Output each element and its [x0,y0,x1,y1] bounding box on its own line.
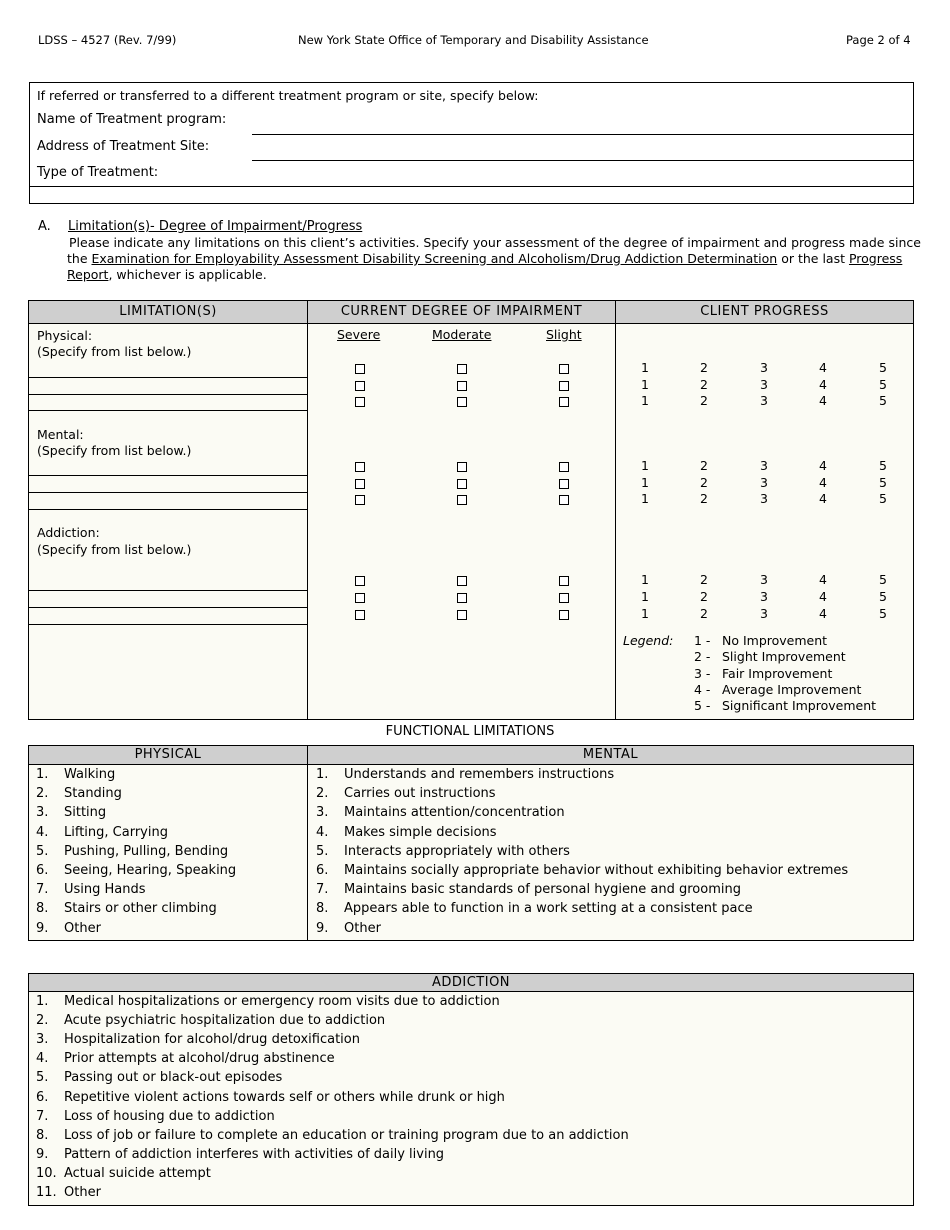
section-letter: A. [38,219,51,234]
impairment-checkbox[interactable] [457,462,467,472]
impairment-checkbox[interactable] [559,576,569,586]
progress-option[interactable]: 4 [819,572,827,587]
list-text: Stairs or other climbing [64,901,217,917]
progress-option[interactable]: 5 [879,377,887,392]
progress-option[interactable]: 5 [879,360,887,375]
list-number: 3. [36,805,49,821]
impairment-checkbox[interactable] [457,610,467,620]
impairment-checkbox[interactable] [457,381,467,391]
progress-option[interactable]: 3 [760,475,768,490]
progress-option[interactable]: 4 [819,589,827,604]
physical-specify: (Specify from list below.) [37,344,192,359]
legend-text: No Improvement [722,633,828,648]
table-divider-1 [307,323,308,720]
list-number: 7. [316,882,329,898]
impairment-checkbox[interactable] [559,610,569,620]
impairment-checkbox[interactable] [355,610,365,620]
progress-option[interactable]: 2 [700,360,708,375]
progress-option[interactable]: 2 [700,606,708,621]
addiction-specify: (Specify from list below.) [37,542,192,557]
referral-divider [29,186,252,187]
treatment-address-field[interactable] [252,160,913,161]
list-text: Acute psychiatric hospitalization due to addiction [64,1013,386,1029]
list-number: 8. [316,901,329,917]
list-text: Understands and remembers instructions [344,767,615,782]
treatment-name-field[interactable] [252,134,913,135]
progress-option[interactable]: 3 [760,458,768,473]
list-number: 6. [36,1089,49,1105]
functional-title: FUNCTIONAL LIMITATIONS [385,724,555,739]
list-text: Walking [64,767,116,782]
list-number: 3. [36,1032,49,1048]
progress-option[interactable]: 5 [879,475,887,490]
list-text: Using Hands [64,882,146,898]
section-text-2: the Examination for Employability Assessment Disability Screening and Alcoholism/Drug Addiction Determination or the last Progress [67,251,903,266]
list-text: Maintains socially appropriate behavior without exhibiting behavior extremes [344,863,849,878]
progress-option[interactable]: 2 [700,393,708,408]
list-number: 1. [36,994,49,1009]
list-number: 11. [36,1185,57,1200]
progress-option[interactable]: 1 [641,606,649,621]
list-text: Pushing, Pulling, Bending [64,843,229,859]
progress-option[interactable]: 4 [819,458,827,473]
list-text: Other [64,920,101,936]
list-number: 10. [36,1165,57,1181]
list-number: 5. [36,1070,49,1086]
progress-option[interactable]: 2 [700,589,708,604]
page-number: Page 2 of 4 [846,33,911,47]
list-text: Interacts appropriately with others [344,843,570,859]
legend-number: 3 - [694,665,711,681]
section-text-1: Please indicate any limitations on this client’s activities. Specify your assessment of the degree of impairment and progress made since [69,235,921,250]
progress-option[interactable]: 5 [879,589,887,604]
list-number: 1. [36,767,49,782]
progress-option[interactable]: 1 [641,393,649,408]
section-title: Limitation(s)- Degree of Impairment/Progress [68,219,363,234]
list-text: Other [64,1185,101,1200]
impairment-checkbox[interactable] [355,397,365,407]
legend-number: 4 - [694,681,711,697]
impairment-checkbox[interactable] [559,364,569,374]
mental-row-1[interactable] [28,475,307,476]
list-number: 9. [36,1146,49,1162]
legend-text: Average Improvement [722,681,862,697]
list-text: Other [344,920,381,936]
progress-option[interactable]: 2 [700,491,708,506]
list-text: Pattern of addiction interferes with activities of daily living [64,1146,445,1162]
list-number: 8. [36,901,49,917]
legend-number: 5 - [694,698,711,714]
impairment-checkbox[interactable] [559,593,569,603]
progress-option[interactable]: 1 [641,458,649,473]
treatment-type-field[interactable] [252,186,913,187]
progress-option[interactable]: 4 [819,606,827,621]
progress-option[interactable]: 2 [700,572,708,587]
list-number: 5. [36,843,49,859]
progress-option[interactable]: 3 [760,393,768,408]
mental-specify: (Specify from list below.) [37,443,192,458]
mental-row-3[interactable] [28,509,307,510]
progress-option[interactable]: 3 [760,589,768,604]
list-text: Appears able to function in a work setting at a consistent pace [344,901,753,917]
list-text: Lifting, Carrying [64,824,168,840]
list-number: 7. [36,1108,49,1124]
referral-intro: If referred or transferred to a different treatment program or site, specify below: [37,88,539,103]
list-number: 2. [316,786,329,802]
progress-option[interactable]: 3 [760,572,768,587]
progress-option[interactable]: 3 [760,377,768,392]
list-number: 6. [36,863,49,878]
physical-row-1[interactable] [28,377,307,378]
progress-option[interactable]: 4 [819,475,827,490]
legend-text: Fair Improvement [722,665,833,681]
impairment-checkbox[interactable] [355,479,365,489]
impairment-header: CURRENT DEGREE OF IMPAIRMENT [307,300,616,324]
list-text: Maintains attention/concentration [344,805,565,821]
progress-option[interactable]: 1 [641,475,649,490]
progress-option[interactable]: 1 [641,377,649,392]
legend-text: Slight Improvement [722,649,846,665]
list-number: 9. [36,920,49,936]
moderate-label: Moderate [432,327,492,342]
physical-row-3[interactable] [28,410,307,411]
impairment-checkbox[interactable] [457,479,467,489]
list-number: 2. [36,786,49,802]
addiction-row-3[interactable] [28,624,307,625]
progress-option[interactable]: 5 [879,606,887,621]
list-text: Medical hospitalizations or emergency room visits due to addiction [64,994,500,1009]
treatment-type-label: Type of Treatment: [37,165,159,180]
mental-label: Mental: [37,427,84,442]
list-text: Prior attempts at alcohol/drug abstinence [64,1051,335,1067]
list-text: Repetitive violent actions towards self or others while drunk or high [64,1089,505,1105]
physical-row-2[interactable] [28,394,307,395]
impairment-checkbox[interactable] [457,495,467,505]
impairment-checkbox[interactable] [559,495,569,505]
progress-option[interactable]: 2 [700,458,708,473]
impairment-checkbox[interactable] [457,576,467,586]
progress-option[interactable]: 1 [641,572,649,587]
list-number: 3. [316,805,329,821]
progress-option[interactable]: 5 [879,491,887,506]
impairment-checkbox[interactable] [559,479,569,489]
addiction-label: Addiction: [37,525,100,540]
impairment-checkbox[interactable] [355,495,365,505]
progress-option[interactable]: 3 [760,491,768,506]
legend-label: Legend: [623,633,674,648]
list-text: Makes simple decisions [344,824,497,840]
progress-option[interactable]: 2 [700,475,708,490]
list-text: Passing out or black-out episodes [64,1070,283,1086]
list-text: Maintains basic standards of personal hygiene and grooming [344,882,741,898]
list-number: 7. [36,882,49,898]
impairment-checkbox[interactable] [355,364,365,374]
list-text: Standing [64,786,122,802]
list-number: 2. [36,1013,49,1029]
treatment-name-label: Name of Treatment program: [37,112,227,127]
addiction-row-2[interactable] [28,607,307,608]
progress-header: CLIENT PROGRESS [615,300,914,324]
addiction-row-1[interactable] [28,590,307,591]
list-number: 4. [36,824,49,840]
physical-label: Physical: [37,328,93,343]
physical-header: PHYSICAL [28,745,308,765]
list-text: Loss of job or failure to complete an education or training program due to an addiction [64,1127,629,1143]
impairment-checkbox[interactable] [559,381,569,391]
progress-option[interactable]: 4 [819,491,827,506]
progress-option[interactable]: 1 [641,360,649,375]
progress-option[interactable]: 3 [760,360,768,375]
list-number: 4. [316,824,329,840]
progress-option[interactable]: 1 [641,589,649,604]
list-number: 4. [36,1051,49,1067]
impairment-checkbox[interactable] [457,397,467,407]
progress-option[interactable]: 4 [819,393,827,408]
impairment-checkbox[interactable] [457,364,467,374]
mental-row-2[interactable] [28,492,307,493]
progress-option[interactable]: 5 [879,572,887,587]
legend-text: Significant Improvement [722,698,877,714]
list-text: Sitting [64,805,107,821]
impairment-checkbox[interactable] [355,576,365,586]
form-id: LDSS – 4527 (Rev. 7/99) [38,33,177,47]
list-number: 1. [316,767,329,782]
mental-header: MENTAL [307,745,914,765]
severe-label: Severe [337,327,381,342]
section-text-3: Report, whichever is applicable. [67,267,267,282]
impairment-checkbox[interactable] [559,462,569,472]
list-number: 6. [316,863,329,878]
progress-option[interactable]: 2 [700,377,708,392]
list-text: Loss of housing due to addiction [64,1108,275,1124]
table-divider-2 [615,323,616,720]
list-number: 8. [36,1127,49,1143]
impairment-checkbox[interactable] [559,397,569,407]
treatment-address-label: Address of Treatment Site: [37,139,210,154]
progress-option[interactable]: 1 [641,491,649,506]
legend-number: 1 - [694,633,711,648]
list-text: Carries out instructions [344,786,496,802]
impairment-checkbox[interactable] [355,381,365,391]
functional-divider [307,764,308,941]
impairment-checkbox[interactable] [355,462,365,472]
progress-option[interactable]: 4 [819,377,827,392]
limitations-header: LIMITATION(S) [28,300,308,324]
progress-option[interactable]: 4 [819,360,827,375]
progress-option[interactable]: 5 [879,458,887,473]
legend-number: 2 - [694,649,711,665]
progress-option[interactable]: 3 [760,606,768,621]
impairment-checkbox[interactable] [355,593,365,603]
list-number: 5. [316,843,329,859]
list-text: Hospitalization for alcohol/drug detoxification [64,1032,360,1048]
agency-name: New York State Office of Temporary and Disability Assistance [298,33,649,47]
slight-label: Slight [546,327,582,342]
list-text: Seeing, Hearing, Speaking [64,863,237,878]
addiction-header: ADDICTION [28,973,914,992]
list-text: Actual suicide attempt [64,1165,211,1181]
impairment-checkbox[interactable] [457,593,467,603]
list-number: 9. [316,920,329,936]
progress-option[interactable]: 5 [879,393,887,408]
